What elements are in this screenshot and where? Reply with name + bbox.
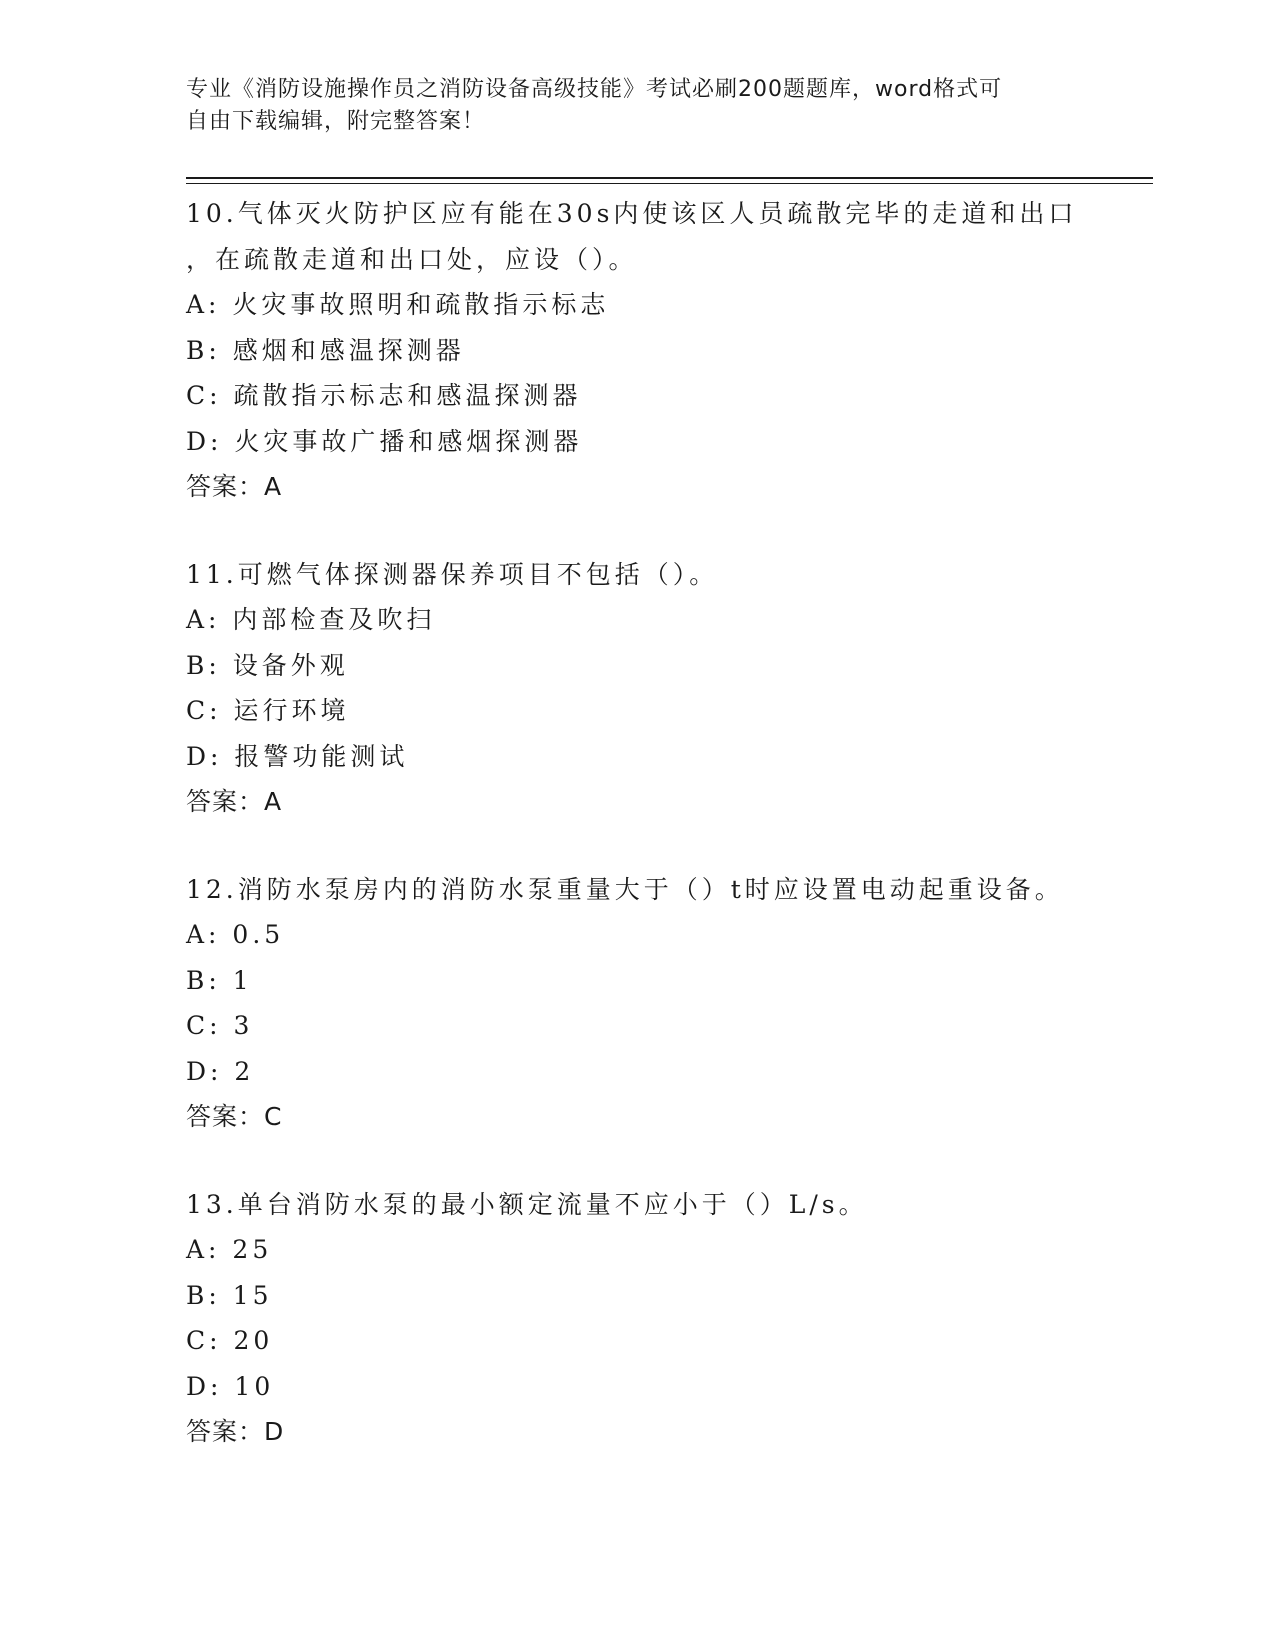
answer: 答案：A — [186, 472, 283, 501]
option-d: D: 报警功能测试 — [186, 741, 409, 771]
option-d: D: 火灾事故广播和感烟探测器 — [186, 426, 583, 456]
header-line-2: 自由下载编辑，附完整答案！ — [186, 109, 486, 134]
option-b: B: 设备外观 — [186, 650, 349, 680]
option-c: C: 运行环境 — [186, 696, 350, 725]
option-a: A: 25 — [186, 1235, 273, 1264]
option-d: D: 10 — [186, 1371, 275, 1401]
question-stem-continued: ，在疏散走道和出口处，应设（）。 — [186, 244, 638, 274]
header-divider-thick — [186, 177, 1153, 179]
option-b: B: 15 — [186, 1280, 273, 1310]
option-b: B: 感烟和感温探测器 — [186, 335, 465, 365]
question-list — [186, 191, 1146, 1497]
question-stem: 13.单台消防水泵的最小额定流量不应小于（）L/s。 — [186, 1189, 868, 1219]
option-c: C: 疏散指示标志和感温探测器 — [186, 381, 582, 410]
question-12 — [186, 867, 1146, 1140]
option-a: A: 0.5 — [186, 920, 285, 949]
option-a: A: 火灾事故照明和疏散指示标志 — [186, 290, 610, 319]
question-10 — [186, 191, 1146, 510]
option-d: D: 2 — [186, 1056, 255, 1086]
question-stem: 11.可燃气体探测器保养项目不包括（）。 — [186, 559, 719, 589]
header-line-1: 专业《消防设施操作员之消防设备高级技能》考试必刷200题题库，word格式可 — [186, 77, 1003, 102]
question-stem: 12.消防水泵房内的消防水泵重量大于（）t时应设置电动起重设备。 — [186, 874, 1064, 904]
option-a: A: 内部检查及吹扫 — [186, 605, 436, 634]
option-c: C: 20 — [186, 1326, 274, 1355]
answer: 答案：D — [186, 1417, 285, 1446]
option-b: B: 1 — [186, 965, 253, 995]
document-header — [186, 74, 1086, 138]
answer: 答案：C — [186, 1102, 283, 1131]
question-stem: 10.气体灭火防护区应有能在30s内使该区人员疏散完毕的走道和出口 — [186, 199, 1078, 228]
option-c: C: 3 — [186, 1011, 254, 1040]
header-divider-thin — [186, 183, 1153, 184]
answer: 答案：A — [186, 787, 283, 816]
question-11 — [186, 552, 1146, 825]
question-13 — [186, 1182, 1146, 1455]
